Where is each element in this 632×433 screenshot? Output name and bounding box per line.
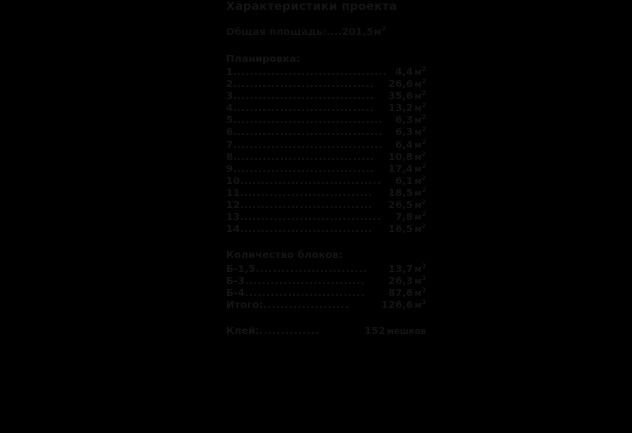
room-value: 6,4 <box>395 139 413 151</box>
room-value: 6,3 <box>395 115 413 127</box>
room-unit: $м^2$ <box>414 198 426 212</box>
room-value: 13,2 <box>388 103 413 115</box>
room-unit: $м^2$ <box>414 149 426 163</box>
room-label: 6. <box>226 127 237 139</box>
room-dots: ................................ <box>236 163 375 175</box>
room-label: 2. <box>226 79 237 91</box>
list-item <box>226 188 426 200</box>
list-item <box>226 127 426 139</box>
room-value: 26,5 <box>388 200 413 212</box>
list-item <box>226 173 426 188</box>
room-unit: $м^2$ <box>414 186 426 199</box>
room-label: 13. <box>226 212 244 224</box>
list-item <box>226 67 426 79</box>
total-area-section <box>226 24 426 40</box>
room-unit: $м^2$ <box>414 125 426 139</box>
block-label: Б-3 <box>226 275 245 287</box>
block-dots: .......................... <box>255 263 368 275</box>
glue-value: 152 <box>364 326 386 338</box>
list-item <box>226 288 426 300</box>
block-unit: $м^3$ <box>414 274 426 287</box>
room-unit: $м^2$ <box>414 173 426 187</box>
block-dots: ............................ <box>244 275 366 287</box>
total-area-dots: .... <box>326 27 342 38</box>
layout-section <box>226 54 426 237</box>
room-unit: $м^2$ <box>414 161 426 175</box>
list-item <box>226 149 426 164</box>
room-value: 16,5 <box>388 224 413 236</box>
glue-label: Клей: <box>226 326 260 338</box>
room-unit: $м^2$ <box>414 137 426 151</box>
room-dots: ................................ <box>236 103 375 115</box>
room-dots: ................................ <box>243 175 382 187</box>
room-value: 6,1 <box>395 175 413 187</box>
room-label: 4. <box>226 103 237 115</box>
room-value: 7,8 <box>395 212 413 224</box>
page-title: Характеристики проекта <box>226 0 398 13</box>
room-label: 7. <box>226 139 237 151</box>
glue-unit: мешков <box>386 327 426 338</box>
list-item <box>226 261 426 276</box>
room-dots: .............................. <box>243 200 373 212</box>
blocks-total-unit: $м^3$ <box>414 298 426 312</box>
room-dots: .................................. <box>236 127 383 139</box>
block-unit: $м^3$ <box>414 286 426 299</box>
room-dots: ................................ <box>236 91 375 103</box>
room-label: 14. <box>226 224 244 236</box>
room-label: 10. <box>226 175 244 187</box>
total-area-label: Общая площадь: <box>226 27 327 38</box>
blocks-total-label: Итого: <box>226 300 264 312</box>
room-value: 17,4 <box>388 163 413 175</box>
room-label: 8. <box>226 151 237 163</box>
blocks-heading: Количество блоков: <box>226 250 343 262</box>
room-label: 5. <box>226 115 237 127</box>
block-dots: ............................ <box>244 288 366 299</box>
glue-row <box>226 326 426 338</box>
room-dots: .................................. <box>236 115 383 127</box>
block-label: Б-4 <box>226 288 245 299</box>
room-dots: ................................ <box>236 79 375 91</box>
room-value: 18,5 <box>388 187 413 199</box>
list-item <box>226 91 426 103</box>
room-dots: .............................. <box>243 187 373 199</box>
room-label: 9. <box>226 163 237 175</box>
layout-heading: Планировка: <box>226 53 301 65</box>
block-value: 26,3 <box>388 275 413 287</box>
list-item <box>226 276 426 288</box>
total-area-unit: $м^2$ <box>373 24 387 38</box>
room-value: 26,6 <box>388 79 413 91</box>
total-area-row <box>226 24 426 40</box>
room-unit: $м^2$ <box>414 89 426 103</box>
blocks-section <box>226 250 426 312</box>
room-value: 10,8 <box>388 151 413 163</box>
room-value: 35,6 <box>388 91 413 103</box>
list-item <box>226 224 426 236</box>
room-dots: ................................... <box>236 67 388 78</box>
block-unit: $м^3$ <box>414 261 426 275</box>
room-dots: ................................ <box>243 212 382 224</box>
room-unit: $м^2$ <box>414 65 426 78</box>
block-label: Б-1,5 <box>226 263 256 275</box>
block-value: 13,7 <box>388 263 413 275</box>
room-value: 4,4 <box>395 67 413 78</box>
room-label: 1. <box>226 67 237 78</box>
list-item <box>226 103 426 115</box>
project-specs-panel <box>226 0 426 433</box>
room-value: 6,3 <box>395 127 413 139</box>
blocks-total-row <box>226 300 426 312</box>
total-area-value: 201,5 <box>341 27 374 38</box>
blocks-total-value: 126,6 <box>381 300 413 312</box>
room-unit: $м^2$ <box>414 113 426 127</box>
room-dots: .............................. <box>243 224 373 236</box>
list-item <box>226 200 426 212</box>
room-dots: ................................ <box>236 151 375 163</box>
list-item <box>226 137 426 152</box>
room-unit: $м^2$ <box>414 101 426 115</box>
list-item <box>226 79 426 91</box>
room-unit: $м^2$ <box>414 210 426 224</box>
glue-section <box>226 326 426 338</box>
list-item <box>226 161 426 176</box>
room-label: 11. <box>226 187 244 199</box>
room-label: 12. <box>226 200 244 212</box>
blocks-total-dots: .................... <box>263 300 350 312</box>
list-item <box>226 212 426 224</box>
room-label: 3. <box>226 91 237 103</box>
glue-dots: .............. <box>259 326 320 338</box>
block-value: 87,6 <box>388 288 413 299</box>
room-unit: $м^2$ <box>414 222 426 236</box>
room-unit: $м^2$ <box>414 77 426 91</box>
room-dots: .................................. <box>236 139 383 151</box>
list-item <box>226 115 426 127</box>
